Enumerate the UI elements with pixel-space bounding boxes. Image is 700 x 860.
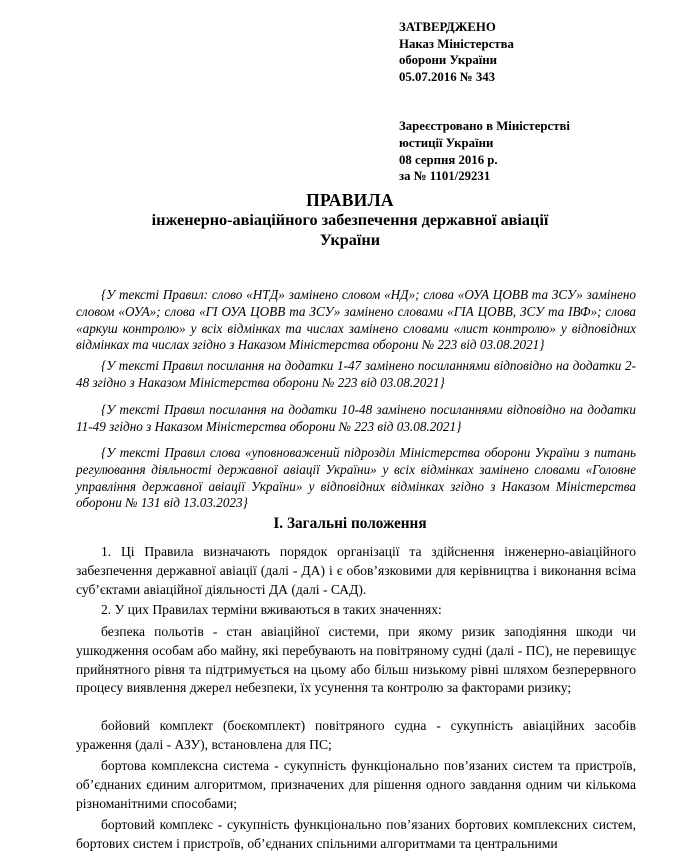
- title-subtitle-line1: інженерно-авіаційного забезпечення державної авіації: [151, 211, 549, 229]
- document-title: [40, 190, 660, 250]
- definition-onboard-complex: бортовий комплекс - сукупність функціонально пов’язаних бортових комплексних систем, бортових систем і пристроїв, об’єднаних спільними алгоритмами та центральними: [76, 817, 636, 851]
- title-main: ПРАВИЛА: [306, 190, 394, 210]
- definition-combat-load: бойовий комплект (боєкомплект) повітряного судна - сукупність авіаційних засобів ураження (далі - АЗУ), встановлена для ПС;: [76, 718, 636, 752]
- approval-line: Наказ Міністерства: [399, 36, 514, 51]
- amendment-note-3: {У тексті Правил посилання на додатки 10-48 замінено посиланнями відповідно на додатки 11-49 згідно з Наказом Міністерства оборони № 223 від 03.08.2021}: [76, 402, 636, 434]
- registration-line: юстиції України: [399, 135, 494, 150]
- title-subtitle-line2: України: [319, 231, 381, 249]
- approval-gap: [399, 85, 689, 118]
- approval-line: ЗАТВЕРДЖЕНО: [399, 20, 496, 34]
- definition-flight-safety: безпека польотів - стан авіаційної системи, при якому ризик заподіяння шкоди чи ушкодження особам або майну, які перебувають на повітряному судні (далі - ПС), не перевищує прийнятного рівня та підтримується на цьому або більш низькому рівні шляхом безперервного процесу виявлення джерел небезпеки, їх усунення та контролю за факторами ризику;: [76, 624, 636, 696]
- registration-line: за № 1101/29231: [399, 169, 491, 184]
- amendment-note-1: {У тексті Правил: слово «НТД» замінено словом «НД»; слова «ОУА ЦОВВ та ЗСУ» замінено словом «ОУА»; слова «ГІ ОУА ЦОВВ та ЗСУ» замінено словами «ГІА ЦОВВ, ЗСУ та ІВФ»; слова «аркуш контролю» у всіх відмінках та числах замінено словами «лист контролю» у відповідних відмінках та числах згідно з Наказом Міністерства оборони № 223 від 03.08.2021}: [76, 287, 636, 353]
- paragraph-2: 2. У цих Правилах терміни вживаються в таких значеннях:: [101, 602, 442, 617]
- section-heading: I. Загальні положення: [273, 515, 427, 532]
- approval-line: 05.07.2016 № 343: [399, 69, 496, 84]
- approval-stamp: [399, 19, 689, 185]
- amendment-note-4: {У тексті Правил слова «уповноважений підрозділ Міністерства оборони України з питань регулювання діяльності державної авіації України» у всіх відмінках замінено словами «Головне управління державної авіації України» у відповідних відмінках згідно з Наказом Міністерства оборони № 131 від 13.03.2023}: [76, 445, 636, 511]
- amendment-note-2: {У тексті Правил посилання на додатки 1-47 замінено посиланнями відповідно на додатки 2-48 згідно з Наказом Міністерства оборони № 223 від 03.08.2021}: [76, 358, 636, 390]
- approval-line: оборони України: [399, 53, 498, 68]
- paragraph-1: 1. Ці Правила визначають порядок організації та здійснення інженерно-авіаційного забезпечення державної авіації (далі - ДА) і є обов’язковими для керівництва і виконання всіма суб’єктами авіаційної діяльності ДА (далі - САД).: [76, 544, 636, 597]
- registration-line: 08 серпня 2016 р.: [399, 152, 498, 167]
- registration-line: Зареєстровано в Міністерстві: [399, 119, 570, 134]
- definition-onboard-complex-system: бортова комплексна система - сукупність функціонально пов’язаних систем та пристроїв, об’єднаних єдиним алгоритмом, призначених для рішення одного завдання одним чи кількома різноманітними способами;: [76, 758, 636, 811]
